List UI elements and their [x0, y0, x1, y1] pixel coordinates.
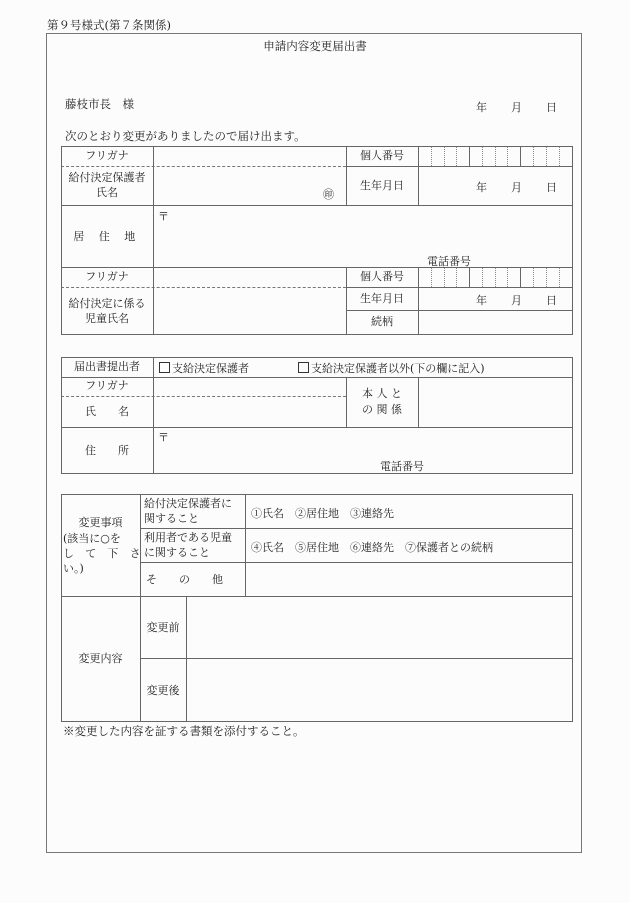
change-items-hint-2: し て 下 さ [63, 547, 145, 560]
submitter-name-field[interactable] [155, 398, 344, 426]
submitter-furigana-field[interactable] [155, 379, 344, 395]
change-items-hint-3: い。) [63, 562, 84, 575]
child-name-field[interactable] [155, 289, 344, 333]
child-relationship-label: 続柄 [371, 315, 393, 328]
date-year-label: 年 [476, 101, 487, 114]
child-change-options[interactable]: ④氏名 ⑤居住地 ⑥連絡先 ⑦保護者との続柄 [251, 541, 493, 554]
submitter-postal-mark-icon: 〒 [158, 431, 169, 444]
submitter-address-label: 住 所 [85, 444, 129, 457]
after-field[interactable] [188, 660, 570, 720]
guardian-birth-day-label: 日 [546, 181, 557, 194]
child-furigana-label: フリガナ [85, 270, 129, 283]
change-items-hint-1: (該当に○を [63, 532, 121, 545]
date-year-field[interactable] [440, 96, 470, 112]
submitter-phone-label: 電話番号 [380, 460, 424, 473]
table-column-divider [153, 357, 154, 474]
guardian-change-label-2: 関すること [144, 512, 199, 525]
child-birthdate-label: 生年月日 [360, 292, 404, 305]
table-row-divider [61, 334, 572, 335]
table-row-divider [61, 166, 346, 167]
option-other-label: 支給決定保護者以外(下の欄に記入) [311, 362, 485, 375]
before-field[interactable] [188, 598, 570, 657]
addressee: 藤枝市長 様 [65, 97, 134, 111]
table-column-divider [153, 146, 154, 335]
guardian-name-label-2: 氏名 [96, 186, 118, 199]
guardian-birth-year-label: 年 [476, 181, 487, 194]
residence-label: 居 住 地 [73, 230, 141, 243]
child-furigana-field[interactable] [155, 269, 344, 286]
before-label: 変更前 [146, 621, 180, 634]
guardian-personal-number-field[interactable] [419, 147, 571, 165]
child-personal-number-field[interactable] [419, 268, 571, 286]
submitter-furigana-label: フリガナ [85, 379, 129, 392]
change-content-label: 変更内容 [78, 652, 123, 665]
other-label: そ の 他 [146, 573, 223, 586]
guardian-change-label-1: 給付決定保護者に [144, 497, 232, 510]
guardian-name-field[interactable] [155, 168, 344, 204]
option-guardian[interactable] [159, 360, 249, 376]
guardian-birthdate-label: 生年月日 [360, 179, 404, 192]
submitter-relationship-label-2: の 関 係 [362, 403, 402, 416]
guardian-change-options[interactable]: ①氏名 ②居住地 ③連絡先 [251, 507, 394, 520]
guardian-furigana-label: フリガナ [85, 149, 129, 162]
intro-text: 次のとおり変更がありましたので届け出ます。 [65, 129, 306, 143]
table-row-divider [61, 205, 572, 206]
after-label: 変更後 [146, 684, 180, 697]
other-field[interactable] [247, 564, 570, 595]
table-row-divider [346, 166, 572, 167]
table-row-divider [346, 287, 572, 288]
table-column-divider [186, 596, 187, 722]
table-row-divider [61, 427, 572, 428]
table-row-divider [61, 494, 572, 495]
table-row-divider [140, 562, 572, 563]
attachment-note: ※変更した内容を証する書類を添付すること。 [63, 724, 305, 738]
submitter-label: 届出書提出者 [74, 360, 140, 373]
table-row-divider [61, 473, 572, 474]
child-name-label-2: 児童氏名 [85, 312, 129, 325]
table-row-divider [61, 396, 346, 397]
table-column-divider [572, 146, 573, 335]
date-day-label: 日 [546, 101, 557, 114]
guardian-phone-label: 電話番号 [427, 255, 471, 268]
table-row-divider [61, 357, 572, 358]
table-row-divider [61, 596, 572, 597]
child-birth-year-label: 年 [476, 294, 487, 307]
table-column-divider [346, 377, 347, 427]
table-row-divider [61, 287, 346, 288]
child-change-label-1: 利用者である児童 [144, 531, 232, 544]
child-change-label-2: に関すること [144, 546, 210, 559]
table-column-divider [572, 494, 573, 722]
seal-icon: ㊞ [323, 188, 334, 201]
guardian-name-label-1: 給付決定保護者 [68, 171, 146, 184]
child-relationship-field[interactable] [419, 311, 571, 333]
child-birth-day-label: 日 [546, 294, 557, 307]
table-column-divider [572, 357, 573, 474]
option-other[interactable] [298, 360, 485, 376]
submitter-name-label: 氏 名 [85, 405, 129, 418]
table-row-divider [61, 721, 572, 722]
residence-field[interactable] [170, 208, 568, 248]
child-birth-month-label: 月 [511, 294, 522, 307]
page-title: 申請内容変更届出書 [263, 39, 367, 53]
form-code: 第９号様式(第７条関係) [47, 18, 171, 32]
submitter-relationship-field[interactable] [419, 378, 571, 426]
date-month-label: 月 [511, 101, 522, 114]
table-row-divider [140, 528, 572, 529]
postal-mark-icon: 〒 [158, 210, 169, 223]
child-personal-number-label: 個人番号 [360, 270, 404, 283]
guardian-birth-month-label: 月 [511, 181, 522, 194]
table-column-divider [245, 494, 246, 596]
option-guardian-label: 支給決定保護者 [172, 362, 249, 375]
guardian-furigana-field[interactable] [155, 148, 344, 165]
option-other-checkbox[interactable] [298, 362, 309, 373]
table-row-divider [140, 658, 572, 659]
change-items-label: 変更事項 [78, 516, 123, 529]
submitter-address-field[interactable] [170, 429, 568, 455]
guardian-personal-number-label: 個人番号 [360, 149, 404, 162]
child-name-label-1: 給付決定に係る [68, 297, 146, 310]
option-guardian-checkbox[interactable] [159, 362, 170, 373]
submitter-relationship-label-1: 本 人 と [362, 387, 402, 400]
